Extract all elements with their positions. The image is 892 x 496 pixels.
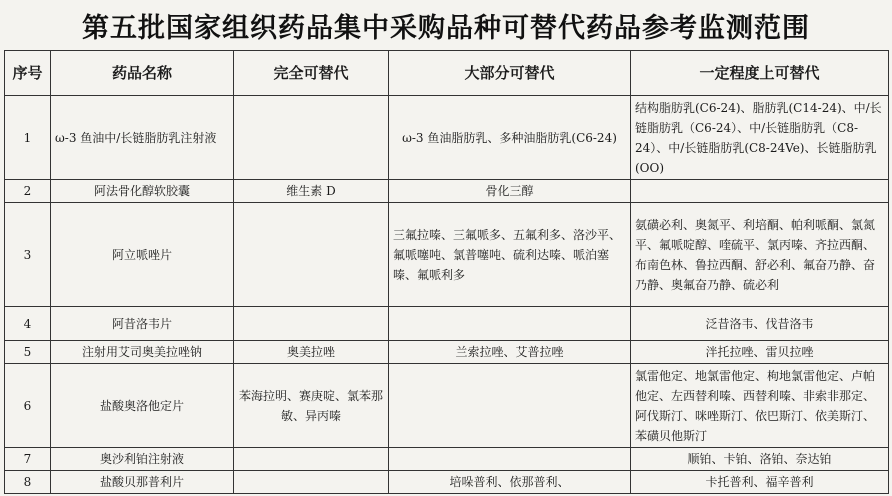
table-row bbox=[5, 364, 889, 448]
row-full-substitute bbox=[234, 307, 389, 341]
row-full-substitute: 奥美拉唑 bbox=[234, 341, 389, 364]
header-full-substitute: 完全可替代 bbox=[234, 51, 389, 96]
table-row bbox=[5, 341, 889, 364]
row-index: 7 bbox=[5, 448, 51, 471]
row-most-substitute: 培哚普利、依那普利、 bbox=[389, 471, 631, 494]
row-most-substitute: 兰索拉唑、艾普拉唑 bbox=[389, 341, 631, 364]
row-partial-substitute: 氯雷他定、地氯雷他定、枸地氯雷他定、卢帕他定、左西替利嗪、西替利嗪、非索非那定、阿伐斯汀、咪唑斯汀、依巴斯汀、依美斯汀、苯磺贝他斯汀 bbox=[631, 364, 889, 448]
row-full-substitute bbox=[234, 203, 389, 307]
row-partial-substitute: 泛昔洛韦、伐昔洛韦 bbox=[631, 307, 889, 341]
header-most-substitute: 大部分可替代 bbox=[389, 51, 631, 96]
header-partial-substitute: 一定程度上可替代 bbox=[631, 51, 889, 96]
row-partial-substitute: 卡托普利、福辛普利 bbox=[631, 471, 889, 494]
table-header-row bbox=[5, 51, 889, 96]
row-drug-name: 阿法骨化醇软胶囊 bbox=[51, 180, 234, 203]
row-partial-substitute: 结构脂肪乳(C6-24)、脂肪乳(C14-24)、中/长链脂肪乳（C6-24）、中/长链脂肪乳（C8-24）、中/长链脂肪乳(C8-24Ve)、长链脂肪乳(OO) bbox=[631, 96, 889, 180]
row-drug-name: 盐酸贝那普利片 bbox=[51, 471, 234, 494]
row-index: 8 bbox=[5, 471, 51, 494]
substitute-drug-table bbox=[4, 50, 889, 494]
row-most-substitute bbox=[389, 307, 631, 341]
table-row bbox=[5, 203, 889, 307]
header-index: 序号 bbox=[5, 51, 51, 96]
row-partial-substitute bbox=[631, 180, 889, 203]
row-drug-name: 盐酸奥洛他定片 bbox=[51, 364, 234, 448]
row-drug-name: 阿立哌唑片 bbox=[51, 203, 234, 307]
row-partial-substitute: 氨磺必利、奥氮平、利培酮、帕利哌酮、氯氮平、氟哌啶醇、喹硫平、氯丙嗪、齐拉西酮、布南色林、鲁拉西酮、舒必利、氟奋乃静、奋乃静、奥氟奋乃静、硫必利 bbox=[631, 203, 889, 307]
row-full-substitute: 维生素 D bbox=[234, 180, 389, 203]
row-index: 1 bbox=[5, 96, 51, 180]
header-drug-name: 药品名称 bbox=[51, 51, 234, 96]
row-full-substitute bbox=[234, 96, 389, 180]
row-partial-substitute: 泮托拉唑、雷贝拉唑 bbox=[631, 341, 889, 364]
row-full-substitute bbox=[234, 448, 389, 471]
row-index: 4 bbox=[5, 307, 51, 341]
row-drug-name: 奥沙利铂注射液 bbox=[51, 448, 234, 471]
row-most-substitute bbox=[389, 448, 631, 471]
row-index: 6 bbox=[5, 364, 51, 448]
row-partial-substitute: 顺铂、卡铂、洛铂、奈达铂 bbox=[631, 448, 889, 471]
row-index: 2 bbox=[5, 180, 51, 203]
table-row bbox=[5, 307, 889, 341]
row-most-substitute: 三氟拉嗪、三氟哌多、五氟利多、洛沙平、氟哌噻吨、氯普噻吨、硫利达嗪、哌泊塞嗪、氟哌利多 bbox=[389, 203, 631, 307]
row-drug-name: 注射用艾司奥美拉唑钠 bbox=[51, 341, 234, 364]
table-row bbox=[5, 471, 889, 494]
row-most-substitute bbox=[389, 364, 631, 448]
row-most-substitute: 骨化三醇 bbox=[389, 180, 631, 203]
row-index: 5 bbox=[5, 341, 51, 364]
row-drug-name: ω-3 鱼油中/长链脂肪乳注射液 bbox=[51, 96, 234, 180]
row-index: 3 bbox=[5, 203, 51, 307]
row-full-substitute bbox=[234, 471, 389, 494]
table-row bbox=[5, 180, 889, 203]
row-drug-name: 阿昔洛韦片 bbox=[51, 307, 234, 341]
row-most-substitute: ω-3 鱼油脂肪乳、多种油脂肪乳(C6-24) bbox=[389, 96, 631, 180]
document-title: 第五批国家组织药品集中采购品种可替代药品参考监测范围 bbox=[82, 13, 810, 44]
row-full-substitute: 苯海拉明、赛庚啶、氯苯那敏、异丙嗪 bbox=[234, 364, 389, 448]
table-row bbox=[5, 96, 889, 180]
table-row bbox=[5, 448, 889, 471]
